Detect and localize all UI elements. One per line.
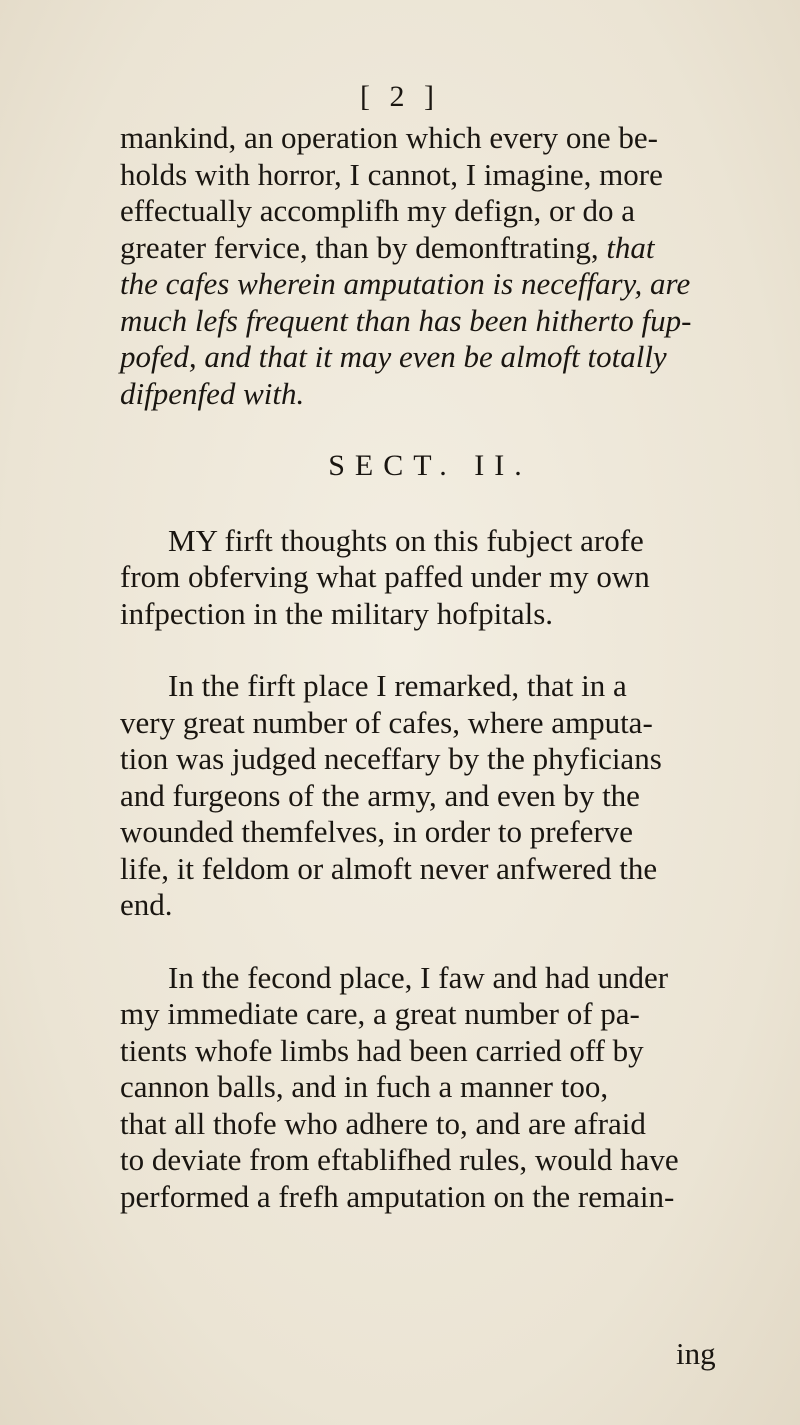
text-line: very great number of cafes, where amputa- [120,704,653,740]
text-line: my immediate care, a great number of pa- [120,996,640,1031]
page-number-header: [ 2 ] [360,80,440,113]
text-line: to deviate from eftablifhed rules, would have [120,1142,679,1177]
text-line: wounded themfelves, in order to preferve [120,814,634,849]
text-line: and furgeons of the army, and even by the [120,777,640,813]
text-line: In the firft place I remarked, that in a [168,668,627,703]
text-line: infpection in the military hofpitals. [120,595,554,631]
text-line: performed a frefh amputation on the remain- [120,1178,675,1214]
text-line: In the fecond place, I faw and had under [168,959,669,995]
text-line: end. [120,887,173,922]
body-text [120,120,740,1215]
text-line: life, it feldom or almoft never anfwered the [120,850,658,886]
italic-line: pofed, and that it may even be almoft totally [120,339,667,374]
text-line: MY firft thoughts on this fubject arofe [168,522,644,558]
text-line: that all thofe who adhere to, and are afraid [120,1105,646,1141]
italic-line: difpenfed with. [120,375,305,411]
text-line: holds with horror, I cannot, I imagine, more [120,156,663,192]
text-line: tients whofe limbs had been carried off by [120,1032,644,1068]
section-heading: SECT. II. [328,449,532,482]
text-line: effectually accomplifh my defign, or do a [120,193,636,228]
text-line: cannon balls, and in fuch a manner too, [120,1069,609,1104]
italic-line: much lefs frequent than has been hitherto fup- [120,302,692,338]
text-line: greater fervice, than by demonftrating, that [120,229,655,265]
italic-line: the cafes wherein amputation is neceffary, are [120,266,691,301]
catchword: ing [676,1336,716,1371]
text-line: mankind, an operation which every one be- [120,120,659,155]
text-line: tion was judged neceffary by the phyficians [120,741,662,776]
italic-text: that [606,229,655,265]
text-line: from obferving what paffed under my own [120,559,650,594]
